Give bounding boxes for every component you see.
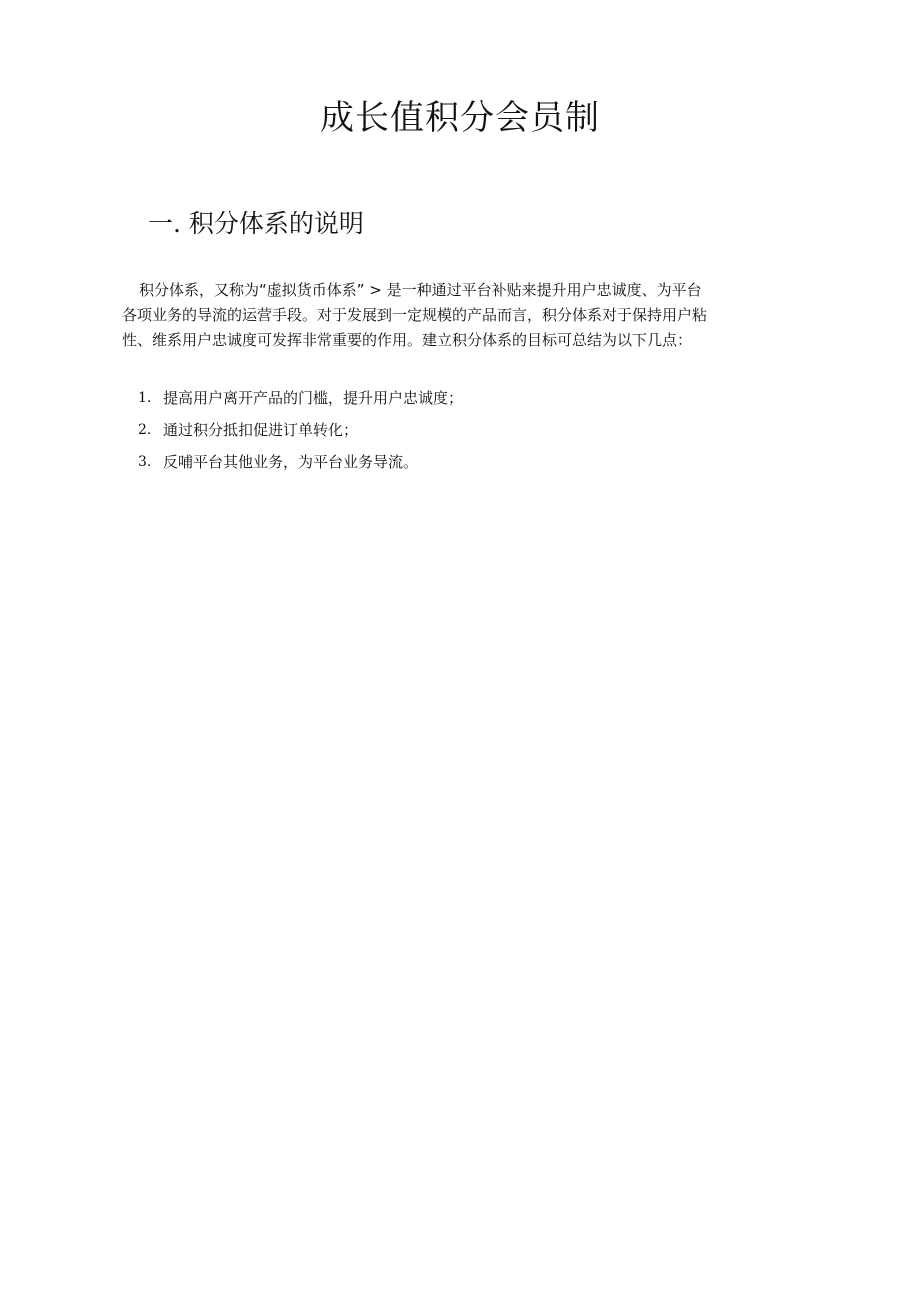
list-item-text: 提高用户离开产品的门槛，提升用户忠诚度； — [163, 389, 464, 407]
list-item-number: 2. — [138, 422, 152, 438]
list-item — [138, 414, 463, 446]
list-item — [138, 382, 463, 414]
list-item-text: 反哺平台其他业务，为平台业务导流。 — [163, 453, 419, 471]
intro-line: 各项业务的导流的运营手段。对于发展到一定规模的产品而言，积分体系对于保持用户粘 — [122, 306, 708, 324]
list-item — [138, 446, 463, 478]
intro-line: 积分体系，又称为“虚拟货币体系” > 是一种通过平台补贴来提升用户忠诚度、为平台 — [139, 281, 702, 299]
list-item-number: 1. — [138, 390, 152, 406]
list-item-number: 3. — [138, 454, 152, 470]
list-item-text: 通过积分抵扣促进订单转化； — [163, 421, 359, 439]
document-title: 成长值积分会员制 — [320, 98, 600, 138]
intro-line: 性、维系用户忠诚度可发挥非常重要的作用。建立积分体系的目标可总结为以下几点： — [122, 331, 693, 349]
goal-list — [138, 382, 463, 478]
intro-paragraph — [122, 278, 782, 353]
section-heading: 一. 积分体系的说明 — [148, 209, 364, 238]
